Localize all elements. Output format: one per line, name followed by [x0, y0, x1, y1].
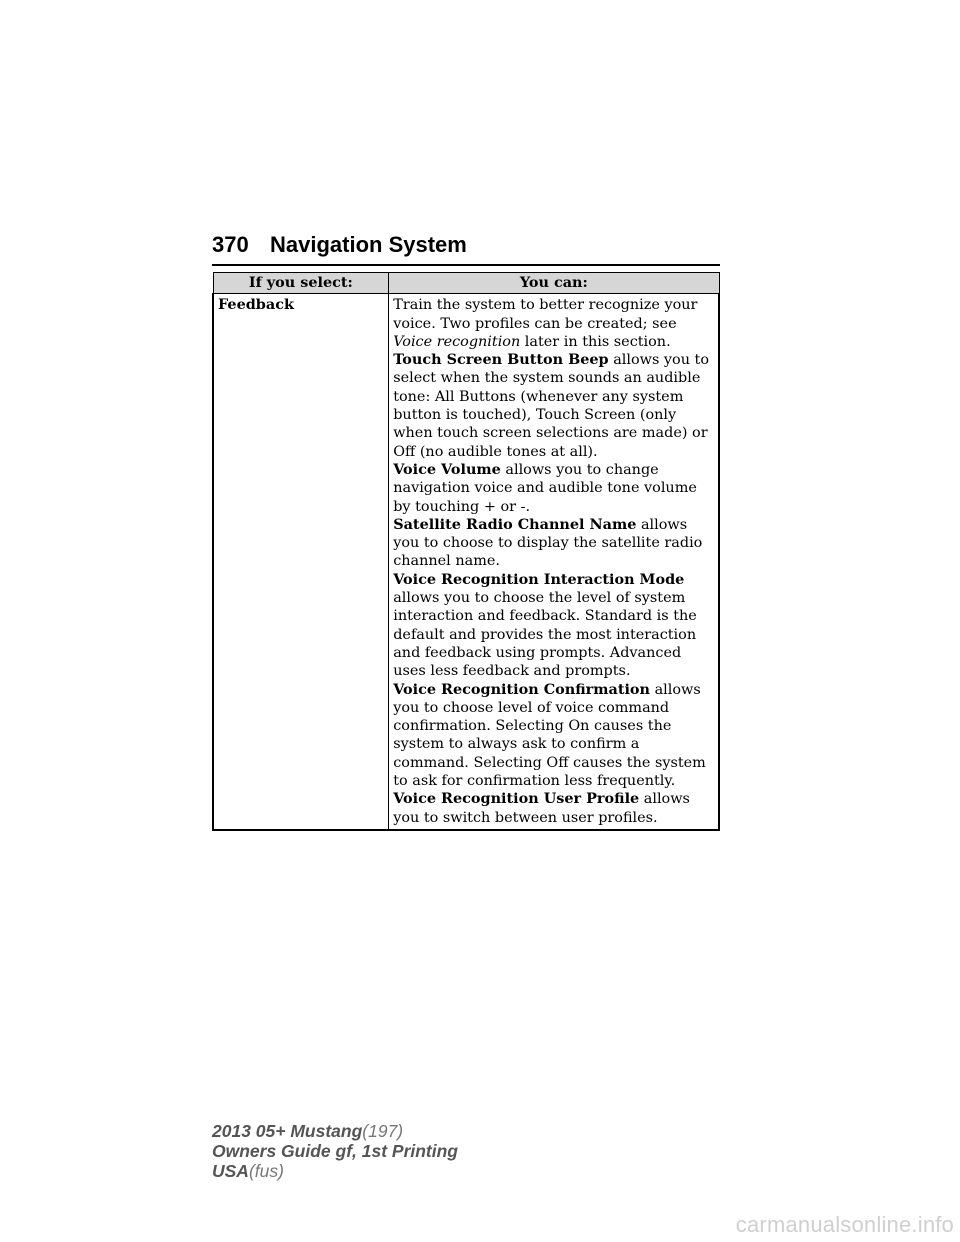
row-item-name: Feedback — [218, 296, 294, 314]
watermark-text: carmanualsonline.info — [735, 1212, 954, 1237]
intro-italic-ref: Voice recognition — [393, 333, 521, 350]
intro-paragraph — [393, 296, 714, 351]
entry-term: Touch Screen Button Beep — [393, 351, 609, 369]
column-header-can: You can: — [389, 273, 719, 294]
footer-line-1 — [212, 1121, 458, 1141]
entry-term: Satellite Radio Channel Name — [393, 515, 637, 533]
entry-term: Voice Recognition User Profile — [393, 790, 640, 808]
intro-text-before: Train the system to better recognize your voice. Two profiles can be created; see — [393, 297, 698, 332]
entry-voice-recognition-interaction-mode — [393, 571, 714, 681]
settings-table — [212, 272, 720, 831]
entry-desc: allows you to choose the level of system interaction and feedback. Standard is the default and provides the most interaction and feedback using prompts. Advanced uses less feedback and prompts. — [393, 590, 697, 680]
entry-desc: allows you to change navigation voice and audible tone volume by touching + or -. — [393, 461, 697, 515]
page-header — [212, 232, 720, 266]
footer-market-code: (fus) — [248, 1161, 284, 1181]
footer-market: USA — [212, 1161, 249, 1181]
footer-line-3 — [212, 1161, 458, 1181]
footer-model: 2013 05+ Mustang — [212, 1121, 363, 1141]
print-footer — [212, 1121, 458, 1181]
entry-term: Voice Recognition Interaction Mode — [393, 570, 685, 588]
entry-voice-volume — [393, 461, 714, 516]
entry-desc: allows you to switch between user profiles. — [393, 791, 690, 826]
row-item-cell — [213, 294, 389, 830]
table-header-row — [213, 273, 719, 294]
section-title: Navigation System — [270, 232, 467, 257]
entry-term: Voice Recognition Confirmation — [393, 680, 650, 698]
footer-guide: Owners Guide gf, 1st Printing — [212, 1141, 458, 1161]
entry-satellite-radio-channel-name — [393, 516, 714, 571]
entry-term: Voice Volume — [393, 460, 501, 478]
footer-code: (197) — [362, 1121, 404, 1141]
entry-voice-recognition-confirmation — [393, 681, 714, 791]
table-row — [213, 294, 719, 830]
footer-line-2 — [212, 1141, 458, 1161]
entry-desc: allows you to choose to display the satellite radio channel name. — [393, 516, 703, 570]
row-description-cell — [389, 294, 719, 830]
page-number: 370 — [212, 232, 249, 257]
entry-voice-recognition-user-profile — [393, 790, 714, 827]
entry-desc: allows you to choose level of voice command confirmation. Selecting On causes the system to always ask to confirm a command. Selecting Off causes the system to ask for confirmation less frequently. — [393, 681, 706, 790]
intro-text-after: later in this section. — [520, 333, 671, 350]
entry-touch-screen-beep — [393, 351, 714, 461]
column-header-select: If you select: — [213, 273, 389, 294]
entry-desc: allows you to select when the system sounds an audible tone: All Buttons (whenever any system button is touched), Touch Screen (only when touch screen selections are made) or Off (no audible tones at all). — [393, 352, 710, 460]
